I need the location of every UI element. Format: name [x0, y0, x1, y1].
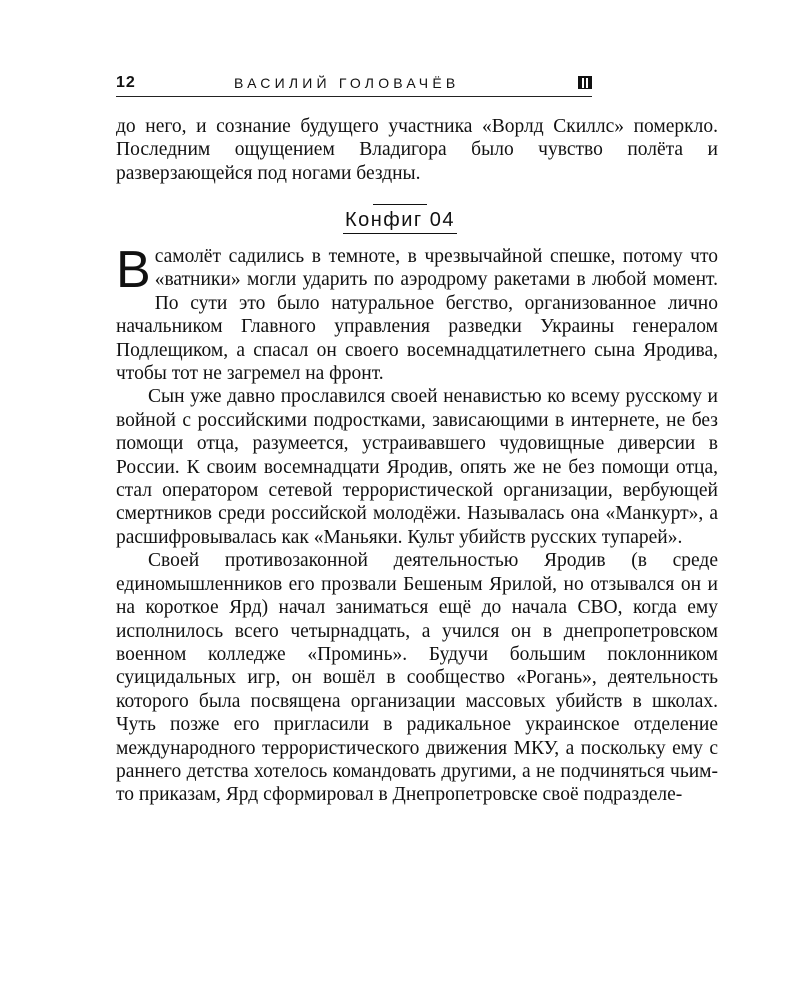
running-header — [116, 74, 592, 97]
intro-paragraph: до него, и сознание будущего участника «Ворлд Скиллс» померкло. Последним ощущением Владигора было чувство полёта и разверзающейся под ногами бездны. — [116, 116, 718, 184]
intro-text — [116, 115, 718, 185]
book-icon — [578, 76, 592, 89]
paragraph-2: Сын уже давно прославился своей ненавистью ко всему русскому и войной с российскими подростками, зависающими в интернете, не без помощи отца, разумеется, устраивавшего чудовищные диверсии в России. К своим восемнадцати Яродив, опять же не без помощи отца, стал оператором сетевой террористической организации, вербующей смертников среди российской молодёжи. Называлась она «Манкурт», а расшифровывалась как «Маньяки. Культ убийств русских тупарей». — [116, 386, 718, 548]
paragraph-1-text: самолёт садились в темноте, в чрезвычайной спешке, потому что «ватники» могли ударить по аэродрому ракетами в любой момент. По сути это было натуральное бегство, организованное лично начальником Главного управления разведки Украины генералом Подлещиком, а спасал он своего восемнадцатилетнего сына Яродива, чтобы тот не загремел на фронт. — [116, 246, 718, 385]
drop-cap: В — [116, 241, 151, 299]
paragraph-3: Своей противозаконной деятельностью Яродив (в среде единомышленников его прозвали Бешеным Ярилой, но отзывался он и на короткое Ярд) начал заниматься ещё до начала СВО, когда ему исполнилось всего четырнадцать, а учился он в днепропетровском военном колледже «Проминь». Будучи большим поклонником суицидальных игр, он вошёл в сообщество «Рогань», деятельность которого была посвящена организации массовых убийств в школах. Чуть позже его пригласили в радикальное украинское отделение международного террористического движения МКУ, а поскольку ему с раннего детства хотелось командовать другими, а не подчиняться чьим-то приказам, Ярд сформировал в Днепропетровске своё подразделе- — [116, 550, 718, 806]
page-number: 12 — [116, 74, 136, 91]
chapter-top-rule — [373, 204, 427, 205]
author-name: ВАСИЛИЙ ГОЛОВАЧЁВ — [234, 75, 460, 91]
chapter-body — [116, 241, 718, 807]
chapter-heading — [0, 204, 800, 234]
paragraph-1 — [116, 241, 718, 385]
chapter-title: Конфиг 04 — [343, 209, 457, 234]
